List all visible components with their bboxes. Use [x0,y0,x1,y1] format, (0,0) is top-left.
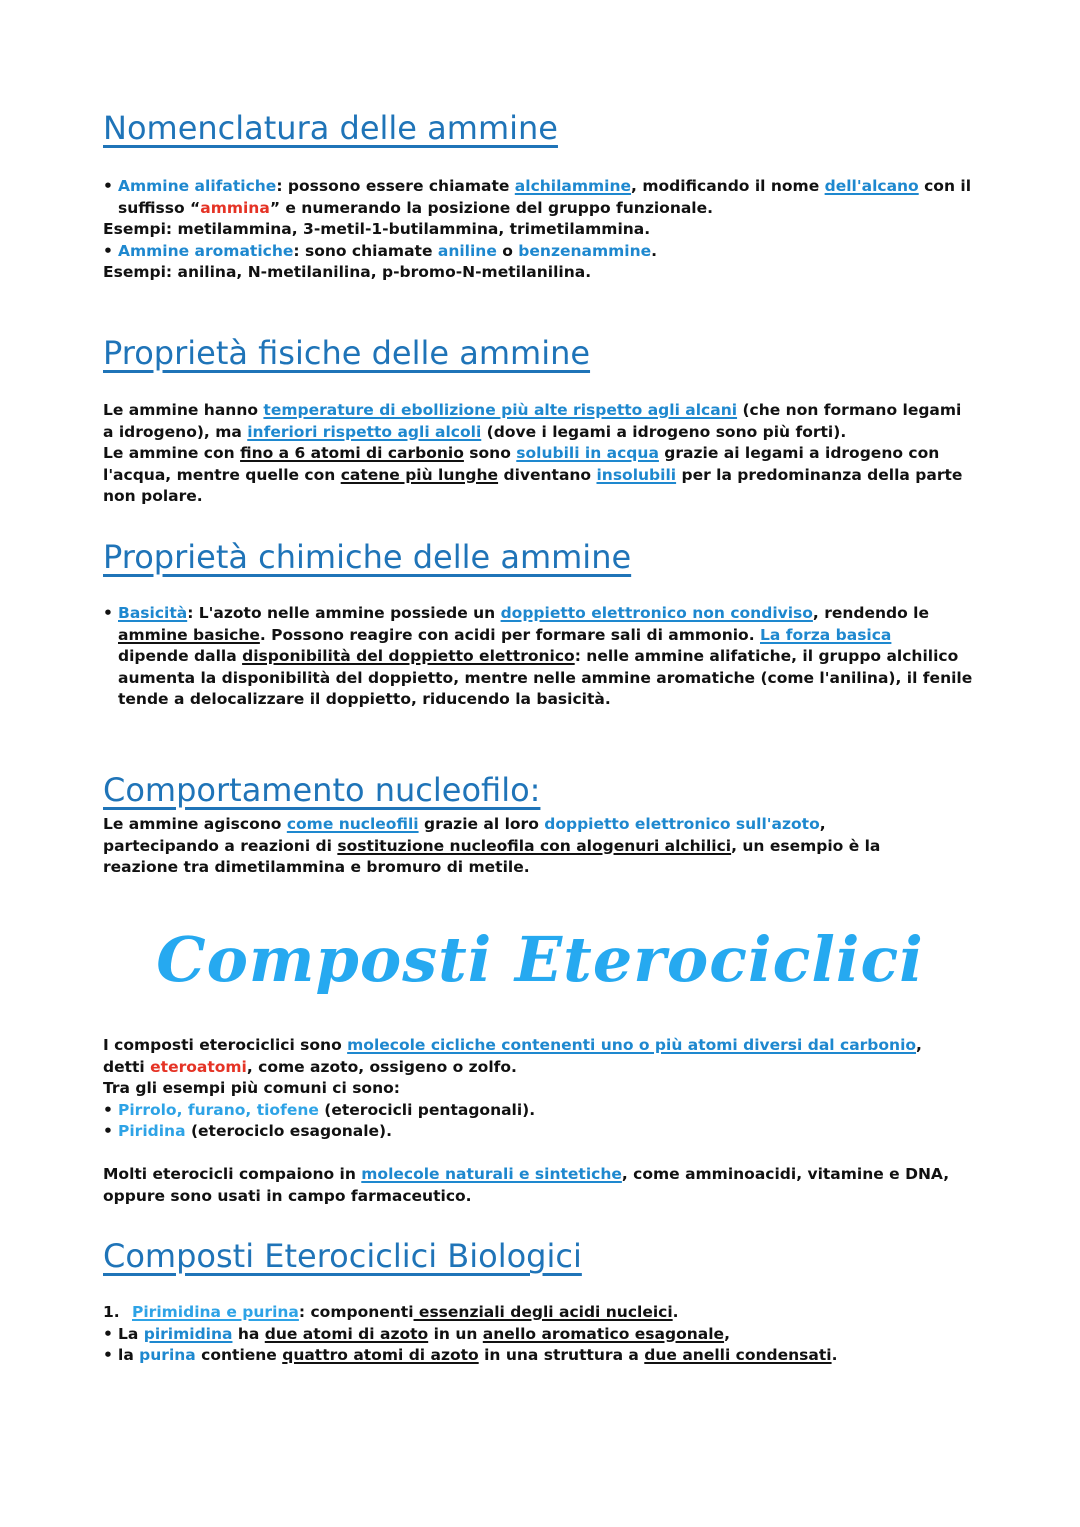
section-eterociclici-biologici [103,1302,983,1367]
text: Le ammine con [103,444,241,463]
text: partecipando a reazioni di [103,836,338,855]
text: , [819,815,826,833]
examples-aromatiche: Esempi: anilina, N-metilanilina, p-bromo-N-metilanilina. [103,263,592,282]
text: detti [103,1057,151,1076]
text: contiene [195,1346,283,1365]
text-line [103,1164,983,1186]
text-line: Tra gli esempi più comuni ci sono: [103,1079,400,1098]
highlight-eteroatomi: eteroatomi [150,1057,247,1076]
text: Le ammine hanno [103,401,264,419]
link-doppietto-non-condiviso[interactable]: doppietto elettronico non condiviso [500,604,813,622]
list-item-continuation [103,198,983,220]
heading-proprieta-chimiche: Proprietà chimiche delle ammine [103,538,632,576]
list-item-continuation: aumenta la disponibilità del doppietto, mentre nelle ammine aromatiche (come l'anilina), il fenile [118,668,973,687]
heading-eterociclici-biologici: Composti Eterociclici Biologici [103,1237,582,1275]
text: , [724,1324,730,1343]
examples-alifatiche: Esempi: metilammina, 3-metil-1-butilammina, trimetilammina. [103,220,651,239]
underline-due-anelli: due anelli condensati [644,1346,832,1365]
bullet-icon: • [103,1100,113,1119]
text: l'acqua, mentre quelle con [103,465,341,484]
list-item-continuation [103,625,983,647]
bullet-icon: • [103,177,113,195]
list-item [103,1324,983,1346]
text-line [103,400,983,422]
text-line [103,422,983,444]
text: grazie al loro [418,815,545,833]
text: per la predominanza della parte [676,465,963,484]
text-line: reazione tra dimetilammina e bromuro di metile. [103,858,530,877]
link-come-nucleofili[interactable]: come nucleofili [286,815,419,833]
text: o [496,241,519,260]
heading-proprieta-fisiche: Proprietà fisiche delle ammine [103,334,591,372]
underline-ammine-basiche: ammine basiche [118,625,260,644]
text-line [103,443,983,465]
bullet-icon: • [103,1346,113,1365]
text-line [103,814,983,836]
section-comportamento-nucleofilo [103,814,983,879]
list-item [103,1121,983,1143]
title-composti-eterociclici: Composti Eterociclici [156,923,924,996]
text: Le ammine agiscono [103,815,287,833]
text: diventano [498,465,597,484]
highlight-ammina: ammina [200,198,270,217]
text: suffisso “ [118,198,201,217]
text: , come azoto, ossigeno o zolfo. [246,1057,517,1076]
text: La [118,1324,144,1343]
link-forza-basica[interactable]: La forza basica [760,625,892,644]
heading-comportamento-nucleofilo: Comportamento nucleofilo: [103,771,541,809]
link-solubili-acqua[interactable]: solubili in acqua [516,444,659,463]
bullet-icon: • [103,1122,113,1141]
term-ammine-alifatiche: Ammine alifatiche [118,177,277,195]
link-temperature-ebollizione[interactable]: temperature di ebollizione più alte rispetto agli alcani [263,401,738,419]
text: . [651,241,658,260]
list-item [103,1345,983,1367]
link-pirimidina[interactable]: pirimidina [143,1324,233,1343]
text: , come amminoacidi, vitamine e DNA, [621,1164,950,1183]
link-basicita[interactable]: Basicità [118,604,188,622]
underline-catene-lunghe: catene più lunghe [340,465,499,484]
text: (eterociclo esagonale). [185,1122,393,1141]
text: la [118,1346,140,1365]
term-pirrolo-furano-tiofene: Pirrolo, furano, tiofene [118,1100,319,1119]
text: : L'azoto nelle ammine possiede un [187,604,501,622]
list-item [103,241,983,263]
underline-anello-esagonale: anello aromatico esagonale [482,1324,725,1343]
text-line [103,465,983,487]
list-item-continuation [103,646,983,668]
term-piridina: Piridina [118,1122,186,1141]
text: a idrogeno), ma [103,422,248,441]
text: : possono essere chiamate [276,177,515,195]
term-ammine-aromatiche: Ammine aromatiche [118,241,294,260]
spacer [103,1143,983,1164]
text: (eterocicli pentagonali). [318,1100,536,1119]
text: grazie ai legami a idrogeno con [658,444,940,463]
text: , modificando il nome [631,177,825,195]
link-inferiori-alcoli[interactable]: inferiori rispetto agli alcoli [247,422,482,441]
bullet-icon: • [103,1324,113,1343]
text: (che non formano legami [737,401,962,419]
text: sono [463,444,517,463]
section-proprieta-chimiche [103,603,983,711]
list-item-continuation: tende a delocalizzare il doppietto, riducendo la basicità. [118,690,611,709]
term-benzenammine: benzenammine [518,241,652,260]
link-molecole-naturali[interactable]: molecole naturali e sintetiche [361,1164,622,1183]
text-line [103,836,983,858]
link-insolubili[interactable]: insolubili [596,465,677,484]
text: : sono chiamate [293,241,438,260]
underline-sostituzione-nucleofila: sostituzione nucleofila con alogenuri alchilici [337,836,732,855]
text: (dove i legami a idrogeno sono più forti). [481,422,847,441]
link-alchilammine[interactable]: alchilammine [514,177,632,195]
list-item [103,176,983,198]
list-item [103,603,983,625]
heading-nomenclatura: Nomenclatura delle ammine [103,109,558,147]
list-number: 1. [103,1303,120,1321]
section-nomenclatura [103,176,983,284]
text: : componenti [298,1303,414,1321]
section-proprieta-fisiche [103,400,983,508]
term-aniline: aniline [437,241,497,260]
text-line [103,1035,983,1057]
section-eterociclici-intro [103,1035,983,1207]
list-item [103,1302,983,1324]
underline-disponibilita-doppietto: disponibilità del doppietto elettronico [242,647,575,666]
text-line [103,1057,983,1079]
text: : nelle ammine alifatiche, il gruppo alchilico [574,647,959,666]
bullet-icon: • [103,241,113,260]
text: . Possono reagire con acidi per formare sali di ammonio. [259,625,760,644]
link-alcano[interactable]: dell'alcano [824,177,919,195]
text: ha [232,1324,265,1343]
text: ” e numerando la posizione del gruppo funzionale. [269,198,714,217]
link-molecole-cicliche[interactable]: molecole cicliche contenenti uno o più atomi diversi dal carbonio [347,1036,917,1054]
bullet-icon: • [103,604,113,622]
text: , un esempio è la [731,836,881,855]
text: in un [428,1324,483,1343]
underline-fino-6-atomi: fino a 6 atomi di carbonio [240,444,464,463]
term-doppietto-azoto: doppietto elettronico sull'azoto [544,815,820,833]
text: dipende dalla [118,647,243,666]
text: , [916,1036,922,1054]
text: . [672,1303,679,1321]
list-item [103,1100,983,1122]
underline-due-atomi-azoto: due atomi di azoto [264,1324,429,1343]
term-purina: purina [139,1346,196,1365]
text: con il [918,177,972,195]
underline-acidi-nucleici: essenziali degli acidi nucleici [413,1303,673,1321]
text-line: non polare. [103,487,203,506]
text: Molti eterocicli compaiono in [103,1164,362,1183]
link-pirimidina-purina[interactable]: Pirimidina e purina [132,1303,299,1321]
text: . [831,1346,838,1365]
text: , rendendo le [812,604,930,622]
text: in una struttura a [478,1346,645,1365]
underline-quattro-atomi-azoto: quattro atomi di azoto [282,1346,479,1365]
text-line: oppure sono usati in campo farmaceutico. [103,1186,472,1205]
text: I composti eterociclici sono [103,1036,348,1054]
